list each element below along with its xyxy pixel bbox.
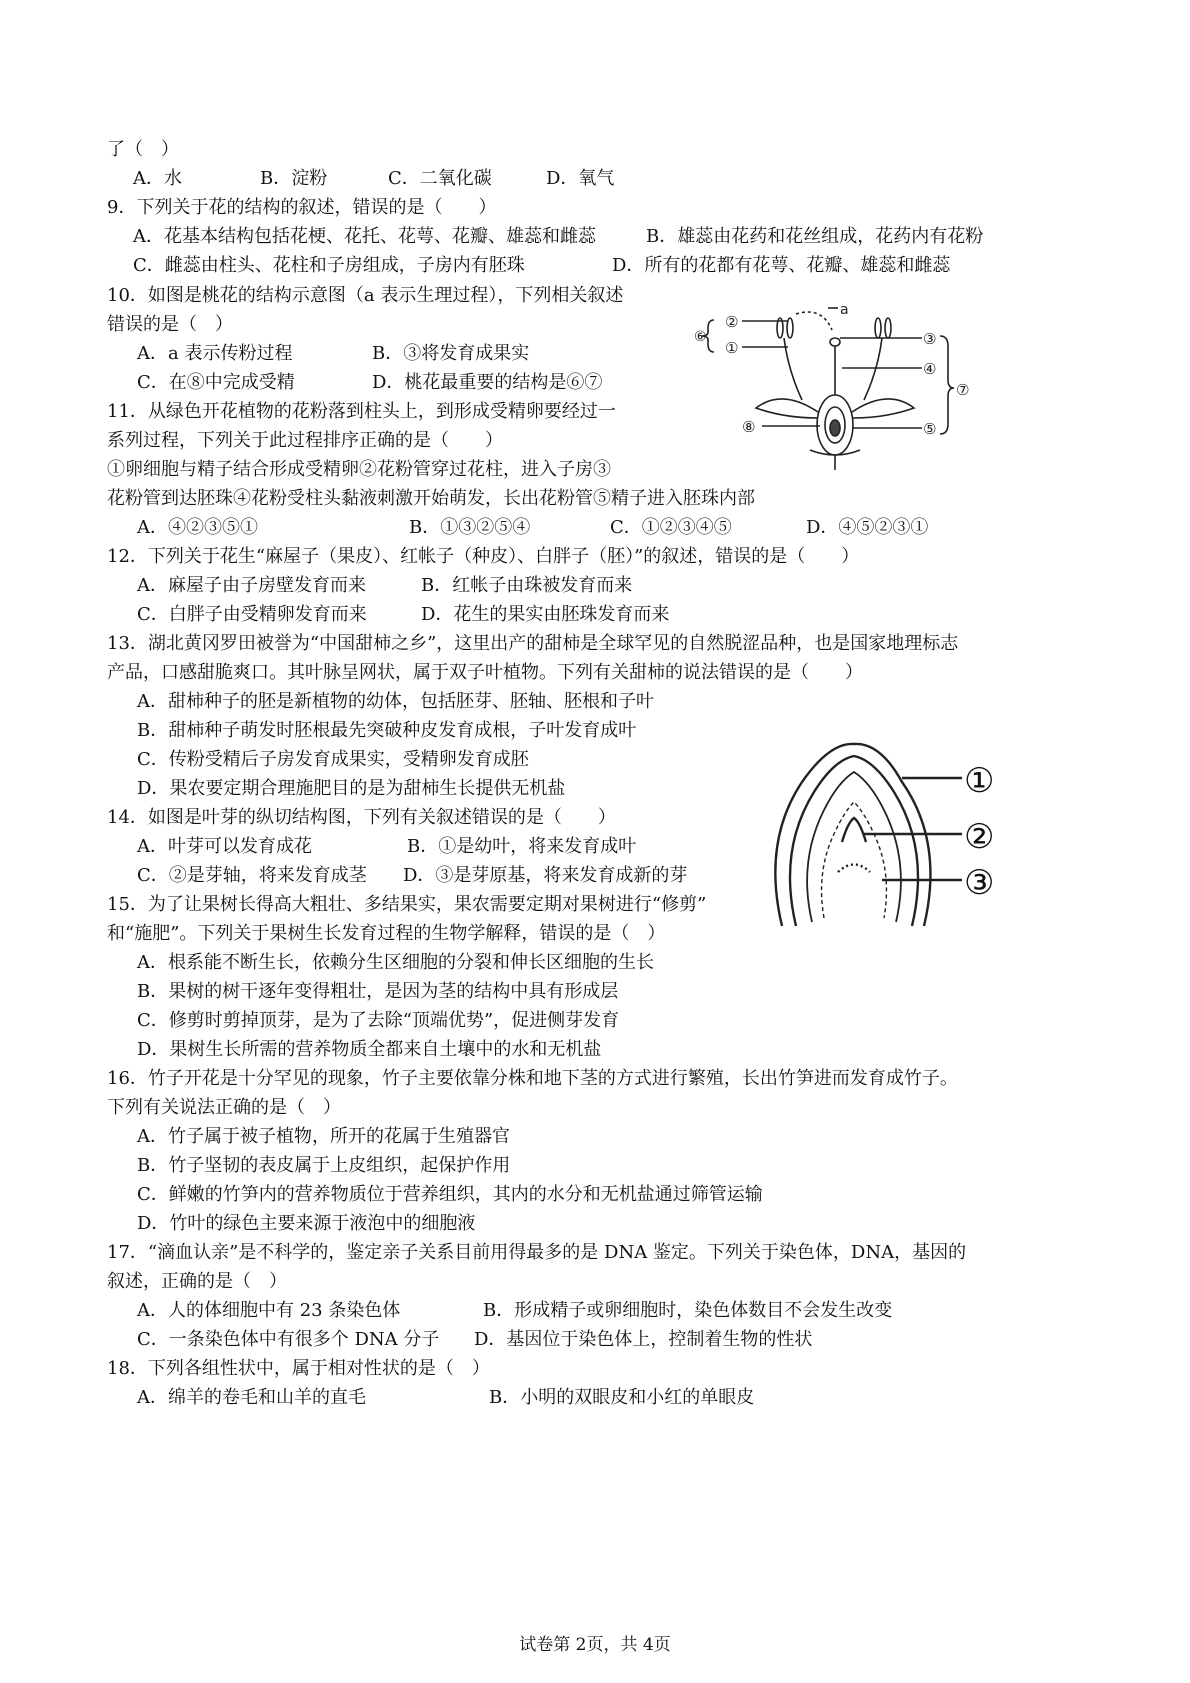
- q10-option-c: C．在⑧中完成受精: [137, 372, 295, 393]
- bud-label-3: ③: [964, 863, 995, 903]
- label-8: ⑧: [742, 418, 756, 436]
- label-2: ②: [725, 313, 739, 331]
- q12-option-a: A．麻屋子由子房壁发育而来: [137, 575, 366, 596]
- q8-option-b: B．淀粉: [260, 168, 328, 189]
- q10-stem-2: 错误的是（ ）: [107, 314, 233, 335]
- q9-option-d: D．所有的花都有花萼、花瓣、雄蕊和雌蕊: [612, 255, 951, 276]
- q16-option-a: A．竹子属于被子植物，所开的花属于生殖器官: [137, 1126, 510, 1147]
- q14-stem: 14．如图是叶芽的纵切结构图，下列有关叙述错误的是（ ）: [107, 807, 616, 828]
- q10-stem-1: 10．如图是桃花的结构示意图（a 表示生理过程），下列相关叙述: [107, 285, 624, 306]
- q14-option-d: D．③是芽原基，将来发育成新的芽: [403, 865, 688, 886]
- q8-tail: 了（ ）: [107, 139, 179, 160]
- q11-option-a: A．④②③⑤①: [137, 517, 258, 538]
- label-3: ③: [923, 330, 937, 348]
- label-7: ⑦: [956, 381, 970, 399]
- q15-stem-2: 和“施肥”。下列关于果树生长发育过程的生物学解释，错误的是（ ）: [107, 923, 666, 944]
- q15-option-a: A．根系能不断生长，依赖分生区细胞的分裂和伸长区细胞的生长: [137, 952, 654, 973]
- q12-option-c: C．白胖子由受精卵发育而来: [137, 604, 367, 625]
- q14-option-b: B．①是幼叶，将来发育成叶: [407, 836, 637, 857]
- q15-option-c: C．修剪时剪掉顶芽，是为了去除“顶端优势”，促进侧芽发育: [137, 1010, 620, 1031]
- q9-stem: 9．下列关于花的结构的叙述，错误的是（ ）: [107, 197, 497, 218]
- q17-option-a: A．人的体细胞中有 23 条染色体: [137, 1300, 401, 1321]
- q11-option-c: C．①②③④⑤: [610, 517, 732, 538]
- label-a: a: [840, 302, 849, 318]
- q12-option-d: D．花生的果实由胚珠发育而来: [421, 604, 670, 625]
- q13-option-c: C．传粉受精后子房发育成果实，受精卵发育成胚: [137, 749, 529, 770]
- q17-stem-2: 叙述，正确的是（ ）: [107, 1271, 287, 1292]
- q11-option-d: D．④⑤②③①: [806, 517, 929, 538]
- q10-option-a: A．a 表示传粉过程: [137, 343, 293, 364]
- label-1: ①: [725, 339, 739, 357]
- label-4: ④: [923, 360, 937, 378]
- label-6: ⑥: [694, 329, 707, 345]
- q16-option-d: D．竹叶的绿色主要来源于液泡中的细胞液: [137, 1213, 476, 1234]
- q15-stem-1: 15．为了让果树长得高大粗壮、多结果实，果农需要定期对果树进行“修剪”: [107, 894, 707, 915]
- q10-option-b: B．③将发育成果实: [372, 343, 530, 364]
- bud-label-2: ②: [964, 817, 995, 857]
- q11-stem-1: 11．从绿色开花植物的花粉落到柱头上，到形成受精卵要经过一: [107, 401, 616, 422]
- q15-option-d: D．果树生长所需的营养物质全都来自土壤中的水和无机盐: [137, 1039, 602, 1060]
- q11-stem-3: ①卵细胞与精子结合形成受精卵②花粉管穿过花柱，进入子房③: [107, 459, 611, 480]
- q11-stem-2: 系列过程，下列关于此过程排序正确的是（ ）: [107, 430, 503, 451]
- q18-stem: 18．下列各组性状中，属于相对性状的是（ ）: [107, 1358, 490, 1379]
- q13-stem-2: 产品，口感甜脆爽口。其叶脉呈网状，属于双子叶植物。下列有关甜柿的说法错误的是（ ）: [107, 662, 863, 683]
- peach-flower-diagram: [692, 300, 992, 472]
- q16-option-b: B．竹子坚韧的表皮属于上皮组织，起保护作用: [137, 1155, 511, 1176]
- q18-option-a: A．绵羊的卷毛和山羊的直毛: [137, 1387, 366, 1408]
- q12-stem: 12．下列关于花生“麻屋子（果皮）、红帐子（种皮）、白胖子（胚）”的叙述，错误的是（ ）: [107, 546, 860, 567]
- q12-option-b: B．红帐子由珠被发育而来: [421, 575, 633, 596]
- q9-option-a: A．花基本结构包括花梗、花托、花萼、花瓣、雄蕊和雌蕊: [133, 226, 596, 247]
- q17-stem-1: 17．“滴血认亲”是不科学的，鉴定亲子关系目前用得最多的是 DNA 鉴定。下列关于染色体，DNA，基因的: [107, 1242, 967, 1263]
- q8-option-a: A．水: [133, 168, 182, 189]
- q11-option-b: B．①③②⑤④: [409, 517, 531, 538]
- q17-option-c: C．一条染色体中有很多个 DNA 分子: [137, 1329, 440, 1350]
- label-5: ⑤: [923, 420, 937, 438]
- q13-option-d: D．果农要定期合理施肥目的是为甜柿生长提供无机盐: [137, 778, 566, 799]
- q9-option-b: B．雄蕊由花药和花丝组成，花药内有花粉: [646, 226, 984, 247]
- q17-option-d: D．基因位于染色体上，控制着生物的性状: [474, 1329, 813, 1350]
- q17-option-b: B．形成精子或卵细胞时，染色体数目不会发生改变: [483, 1300, 893, 1321]
- leaf-bud-diagram: [762, 742, 1032, 932]
- bud-label-1: ①: [964, 761, 995, 801]
- q14-option-c: C．②是芽轴，将来发育成茎: [137, 865, 367, 886]
- q11-stem-4: 花粉管到达胚珠④花粉受柱头黏液刺激开始萌发，长出花粉管⑤精子进入胚珠内部: [107, 488, 755, 509]
- q16-option-c: C．鲜嫩的竹笋内的营养物质位于营养组织，其内的水分和无机盐通过筛管运输: [137, 1184, 763, 1205]
- q16-stem-1: 16．竹子开花是十分罕见的现象，竹子主要依靠分株和地下茎的方式进行繁殖，长出竹笋进而发育成竹子。: [107, 1068, 958, 1089]
- q13-option-a: A．甜柿种子的胚是新植物的幼体，包括胚芽、胚轴、胚根和子叶: [137, 691, 654, 712]
- q13-option-b: B．甜柿种子萌发时胚根最先突破种皮发育成根，子叶发育成叶: [137, 720, 637, 741]
- q9-option-c: C．雌蕊由柱头、花柱和子房组成，子房内有胚珠: [133, 255, 525, 276]
- q15-option-b: B．果树的树干逐年变得粗壮，是因为茎的结构中具有形成层: [137, 981, 619, 1002]
- q8-option-d: D．氧气: [546, 168, 615, 189]
- q8-option-c: C．二氧化碳: [388, 168, 492, 189]
- q18-option-b: B．小明的双眼皮和小红的单眼皮: [489, 1387, 755, 1408]
- q10-option-d: D．桃花最重要的结构是⑥⑦: [372, 372, 603, 393]
- q16-stem-2: 下列有关说法正确的是（ ）: [107, 1097, 341, 1118]
- page-footer: 试卷第 2页，共 4页: [519, 1635, 671, 1655]
- q13-stem-1: 13．湖北黄冈罗田被誉为“中国甜柿之乡”，这里出产的甜柿是全球罕见的自然脱涩品种，也是国家地理标志: [107, 633, 959, 654]
- q14-option-a: A．叶芽可以发育成花: [137, 836, 312, 857]
